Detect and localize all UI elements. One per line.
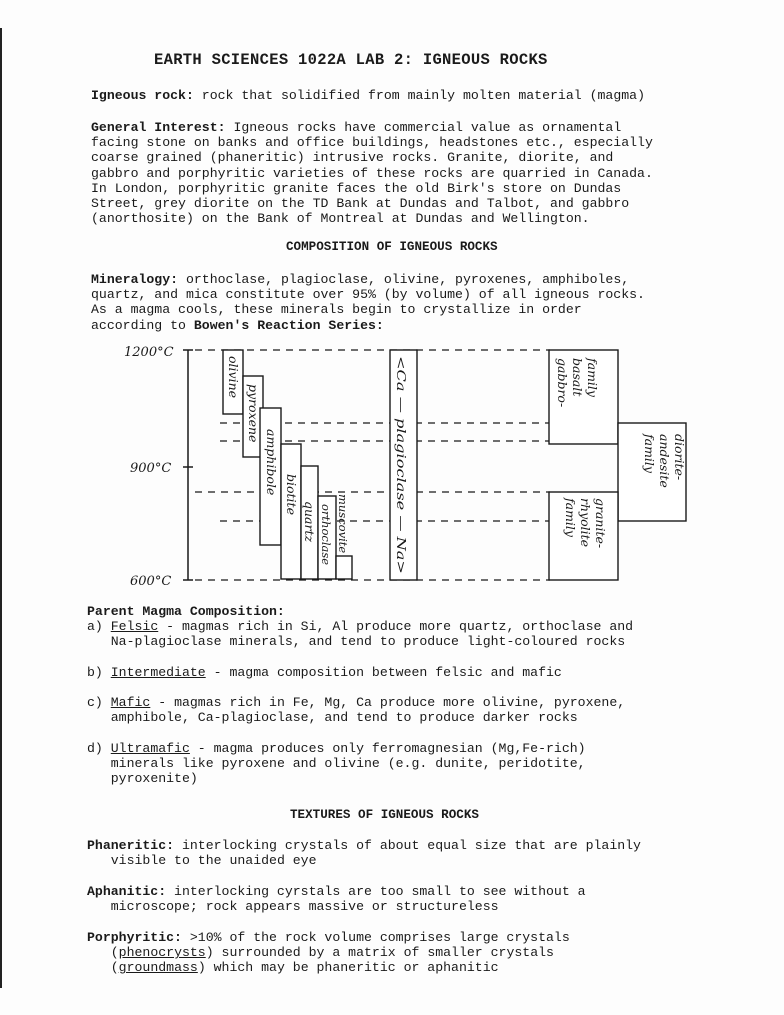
felsic-term: Felsic (110, 619, 159, 635)
paren: ( (110, 945, 119, 961)
porphyritic-definition (87, 930, 570, 976)
item-marker: c) (87, 695, 111, 711)
ultramafic-text-cont: pyroxenite) (110, 771, 198, 787)
mineralogy-line: according to (91, 317, 194, 333)
quartz-label: quartz (302, 501, 317, 543)
phaneritic-term: Phaneritic: (87, 838, 175, 853)
family-label-line: basalt (570, 358, 585, 397)
mafic-text: - magmas rich in Fe, Mg, Ca produce more olivine, pyroxene, (150, 695, 626, 711)
mineralogy-line: As a magma cools, these minerals begin to crystallize in order (91, 302, 582, 318)
muscovite-label: muscovite (336, 494, 350, 554)
general-interest-line: In London, porphyritic granite faces the old Birk's store on Dundas (91, 180, 622, 196)
general-interest-line: facing stone on banks and office buildings, headstones etc., especially (91, 135, 653, 151)
parent-magma-heading: Parent Magma Composition: (87, 604, 285, 619)
plagioclase-label: <Ca — plagioclase — Na> (394, 356, 409, 525)
general-interest-line: Street, grey diorite on the TD Bank at Dundas and Talbot, and gabbro (91, 196, 630, 212)
general-interest-term: General Interest: (91, 120, 226, 135)
igneous-rock-definition (91, 88, 645, 103)
page-title: EARTH SCIENCES 1022A LAB 2: IGNEOUS ROCKS (154, 51, 548, 69)
muscovite-box (336, 556, 352, 579)
phenocrysts-term: phenocrysts (118, 945, 206, 961)
mafic-text-cont: amphibole, Ca-plagioclase, and tend to produce darker rocks (110, 710, 578, 726)
bowens-reaction-series-diagram (110, 336, 710, 592)
item-marker: b) (87, 664, 111, 680)
temp-label-900: 900°C (130, 461, 172, 476)
mineralogy-line: quartz, and mica constitute over 95% (by volume) of all igneous rocks. (91, 287, 645, 303)
phaneritic-text-cont: visible to the unaided eye (110, 853, 317, 869)
porphyritic-text: >10% of the rock volume comprises large crystals (181, 930, 570, 945)
porphyritic-text-cont: ) surrounded by a matrix of smaller crystals (205, 945, 554, 961)
general-interest-line: (anorthosite) on the Bank of Montreal at Dundas and Wellington. (91, 211, 590, 227)
biotite-label: biotite (284, 474, 299, 515)
page-edge (0, 28, 2, 988)
general-interest-paragraph (91, 120, 653, 226)
temp-label-1200: 1200°C (124, 345, 174, 360)
textures-heading: TEXTURES OF IGNEOUS ROCKS (290, 808, 479, 822)
item-marker: a) (87, 619, 111, 635)
paren: ( (110, 960, 119, 976)
mineralogy-paragraph (91, 272, 645, 333)
mafic-term: Mafic (110, 695, 151, 711)
groundmass-term: groundmass (118, 960, 198, 976)
phaneritic-definition (87, 838, 641, 868)
family-label-line: gabbro- (555, 358, 570, 408)
mineralogy-term: Mineralogy: (91, 272, 179, 287)
ultramafic-term: Ultramafic (110, 740, 190, 756)
family-label-line: diorite- (672, 434, 687, 481)
olivine-label: olivine (226, 356, 241, 399)
felsic-text: - magmas rich in Si, Al produce more quartz, orthoclase and (158, 619, 634, 635)
porphyritic-term: Porphyritic: (87, 930, 182, 945)
aphanitic-text-cont: microscope; rock appears massive or structureless (110, 899, 499, 915)
phaneritic-text: interlocking crystals of about equal size that are plainly (174, 838, 641, 853)
temp-label-600: 600°C (130, 574, 172, 589)
ultramafic-text: - magma produces only ferromagnesian (Mg,Fe-rich) (189, 740, 586, 756)
intermediate-text: - magma composition between felsic and mafic (205, 664, 562, 680)
family-label-line: family (642, 434, 657, 473)
amphibole-label: amphibole (264, 429, 279, 496)
igneous-rock-term: Igneous rock: (91, 88, 194, 103)
family-label-line: granite- (593, 498, 608, 549)
aphanitic-term: Aphanitic: (87, 884, 167, 899)
intermediate-term: Intermediate (110, 664, 206, 680)
general-interest-line: gabbro and porphyritic varieties of these rocks are quarried in Canada. (91, 165, 653, 181)
parent-magma-section (87, 604, 633, 786)
porphyritic-text-cont: ) which may be phaneritic or aphanitic (197, 960, 499, 976)
ultramafic-text-cont: minerals like pyroxene and olivine (e.g. dunite, peridotite, (110, 756, 586, 772)
felsic-text-cont: Na-plagioclase minerals, and tend to produce light-coloured rocks (110, 634, 626, 650)
pyroxene-label: pyroxene (246, 384, 261, 443)
family-label-line: family (563, 498, 578, 537)
general-interest-line: Igneous rocks have commercial value as ornamental (225, 120, 622, 135)
family-label-line: andesite (657, 434, 672, 488)
aphanitic-definition (87, 884, 586, 914)
orthoclase-label: orthoclase (319, 504, 333, 566)
family-label-line: family (585, 358, 600, 397)
igneous-rock-text: rock that solidified from mainly molten material (magma) (193, 88, 645, 103)
aphanitic-text: interlocking cyrstals are too small to see without a (166, 884, 586, 899)
family-label-line: rhyolite (578, 498, 593, 548)
bowens-reaction-series-term: Bowen's Reaction Series: (193, 317, 384, 333)
item-marker: d) (87, 740, 111, 756)
composition-heading: COMPOSITION OF IGNEOUS ROCKS (286, 240, 498, 254)
mineralogy-line: orthoclase, plagioclase, olivine, pyroxenes, amphiboles, (178, 272, 630, 287)
general-interest-line: coarse grained (phaneritic) intrusive rocks. Granite, diorite, and (91, 150, 614, 166)
